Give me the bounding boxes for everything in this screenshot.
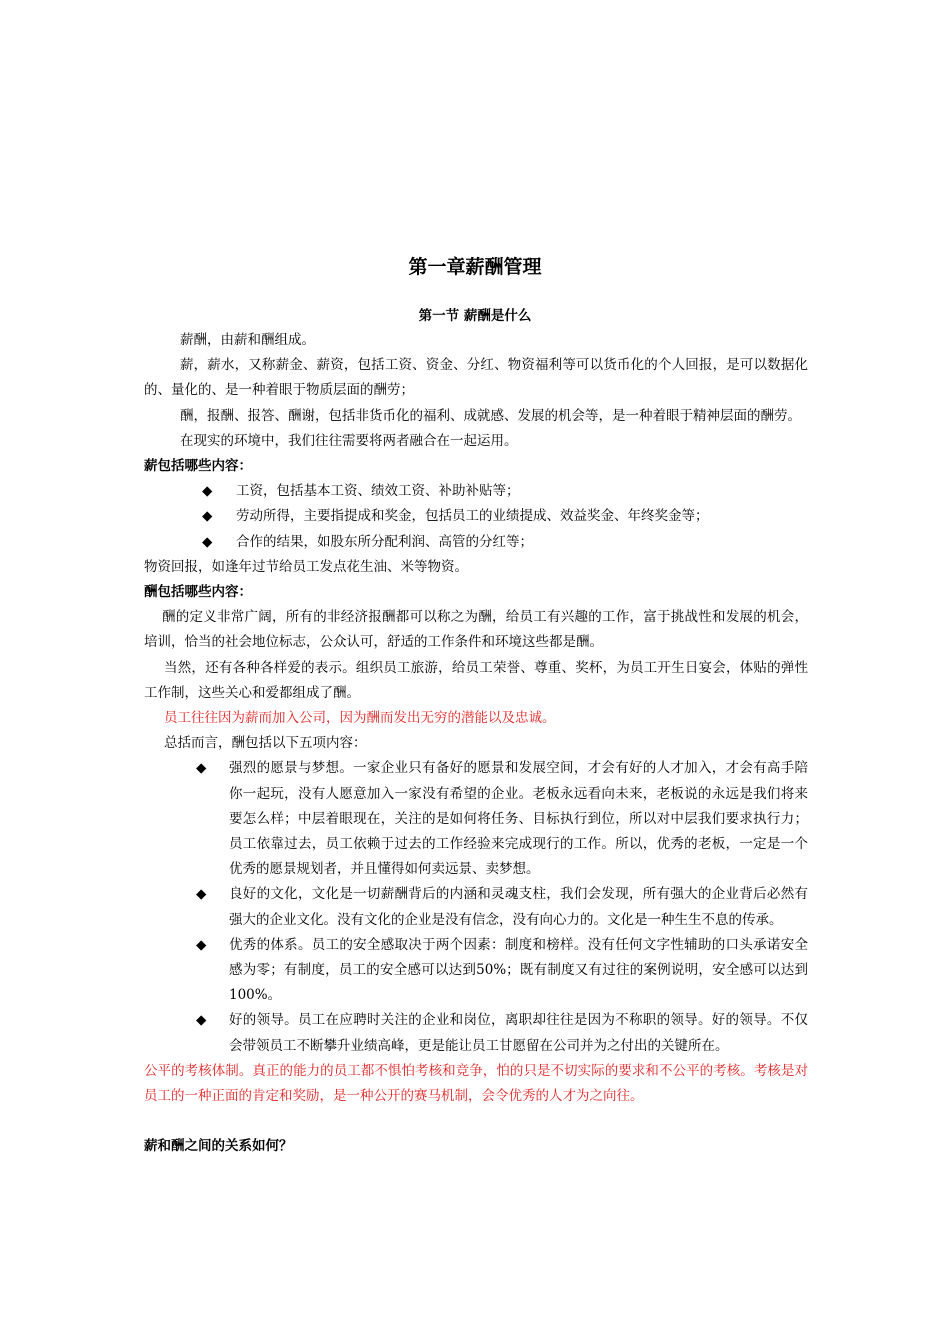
spacer <box>144 1109 808 1134</box>
paragraph-chou-definition: 酬，报酬、报答、酬谢，包括非货币化的福利、成就感、发展的机会等，是一种着眼于精神层面的酬劳。 <box>180 407 801 424</box>
paragraph-chou-scope: 酬的定义非常广阔，所有的非经济报酬都可以称之为酬，给员工有兴趣的工作，富于挑战性和发展的机会，培训，恰当的社会地位标志，公众认可，舒适的工作条件和环境这些都是酬。 <box>144 609 808 651</box>
diamond-bullet-icon: ◆ <box>196 936 207 953</box>
diamond-bullet-icon: ◆ <box>202 508 213 525</box>
chou-list <box>196 756 808 1058</box>
xin-list <box>202 479 808 555</box>
paragraph-salary-definition: 薪酬，由薪和酬组成。 <box>180 332 315 348</box>
list-item-text: 好的领导。员工在应聘时关注的企业和岗位，离职却往往是因为不称职的领导。好的领导。不仅会带领员工不断攀升业绩高峰，更是能让员工甘愿留在公司并为之付出的关键所在。 <box>229 1012 808 1054</box>
diamond-bullet-icon: ◆ <box>196 886 207 903</box>
list-item <box>202 530 808 555</box>
list-item <box>196 756 808 882</box>
list-item-text: 工资，包括基本工资、绩效工资、补助补贴等； <box>236 483 520 500</box>
list-item-text: 良好的文化，文化是一切薪酬背后的内涵和灵魂支柱，我们会发现，所有强大的企业背后必然有强大的企业文化。没有文化的企业是没有信念，没有向心力的。文化是一种生生不息的传承。 <box>229 886 808 928</box>
highlight-sentence: 员工往往因为薪而加入公司，因为酬而发出无穷的潜能以及忠诚。 <box>164 710 556 727</box>
list-item <box>196 882 808 932</box>
xin-extra-item: 物资回报，如逢年过节给员工发点花生油、米等物资。 <box>144 558 468 575</box>
list-item <box>196 1008 808 1058</box>
fair-assessment-paragraph: 公平的考核体制。真正的能力的员工都不惧怕考核和竞争，怕的只是不切实际的要求和不公平的考核。考核是对员工的一种正面的肯定和奖励，是一种公开的赛马机制，会令优秀的人才为之向往。 <box>144 1062 808 1105</box>
chou-heading: 酬包括哪些内容： <box>144 584 252 601</box>
list-item <box>202 504 808 529</box>
diamond-bullet-icon: ◆ <box>202 533 213 550</box>
paragraph-summary: 总括而言，酬包括以下五项内容： <box>164 735 367 752</box>
diamond-bullet-icon: ◆ <box>196 760 207 777</box>
paragraph-combine: 在现实的环境中，我们往往需要将两者融合在一起运用。 <box>180 432 518 449</box>
document-body <box>144 328 808 1160</box>
list-item-text: 合作的结果，如股东所分配利润、高管的分红等； <box>236 533 533 550</box>
list-item <box>196 933 808 1009</box>
chapter-title: 第一章薪酬管理 <box>408 256 542 278</box>
list-item <box>202 479 808 504</box>
paragraph-xin-definition: 薪，薪水，又称薪金、薪资，包括工资、资金、分红、物资福利等可以货币化的个人回报，是可以数据化的、量化的、是一种着眼于物质层面的酬劳； <box>144 357 808 399</box>
paragraph-chou-love: 当然，还有各种各样爱的表示。组织员工旅游，给员工荣誉、尊重、奖杯，为员工开生日宴会，体贴的弹性工作制，这些关心和爱都组成了酬。 <box>144 659 808 701</box>
list-item-text: 强烈的愿景与梦想。一家企业只有备好的愿景和发展空间，才会有好的人才加入，才会有高手陪你一起玩，没有人愿意加入一家没有希望的企业。老板永远看向未来，老板说的永远是我们将来要怎么样；中层着眼现在，关注的是如何将任务、目标执行到位，所以对中层我们要求执行力；员工依靠过去，员工依赖于过去的工作经验来完成现行的工作。所以，优秀的老板，一定是一个优秀的愿景规划者，并且懂得如何卖远景、卖梦想。 <box>229 760 808 878</box>
relation-heading: 薪和酬之间的关系如何？ <box>144 1138 293 1155</box>
list-item-text: 优秀的体系。员工的安全感取决于两个因素：制度和榜样。没有任何文字性辅助的口头承诺安全感为零；有制度，员工的安全感可以达到50%；既有制度又有过往的案例说明，安全感可以达到100%。 <box>229 936 808 1004</box>
xin-heading: 薪包括哪些内容： <box>144 458 252 475</box>
section-title: 第一节 薪酬是什么 <box>418 308 532 324</box>
diamond-bullet-icon: ◆ <box>196 1012 207 1029</box>
diamond-bullet-icon: ◆ <box>202 483 213 500</box>
list-item-text: 劳动所得，主要指提成和奖金，包括员工的业绩提成、效益奖金、年终奖金等； <box>236 508 709 525</box>
